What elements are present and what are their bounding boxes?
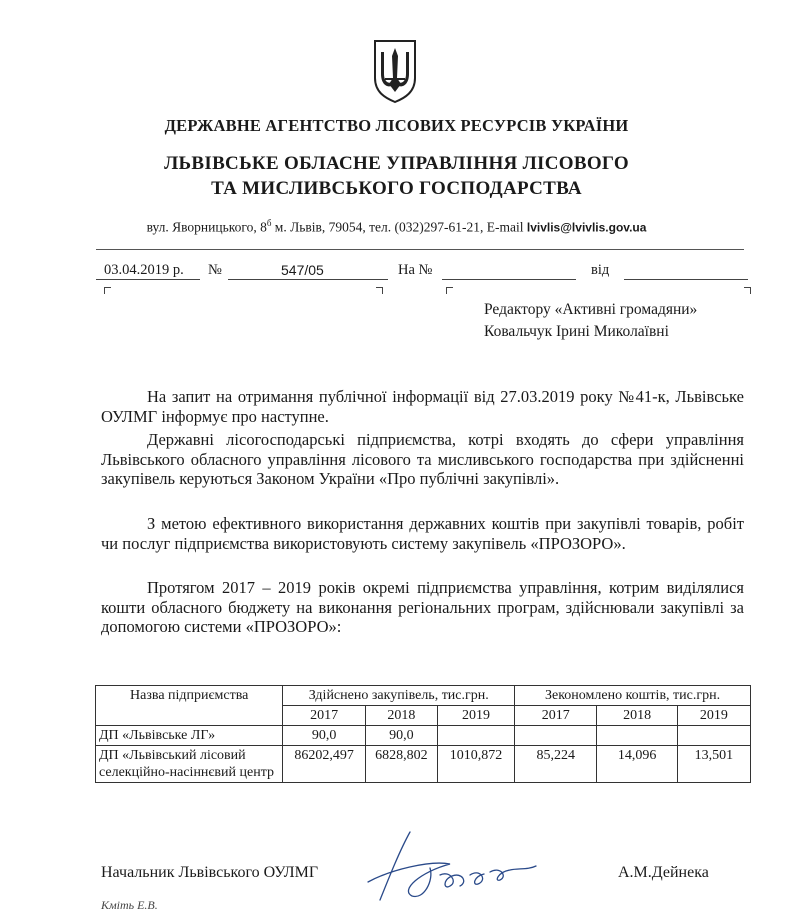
agency-title: ДЕРЖАВНЕ АГЕНТСТВО ЛІСОВИХ РЕСУРСІВ УКРАЇНИ bbox=[164, 116, 629, 135]
year-cell: 2018 bbox=[365, 706, 437, 726]
paragraph-2 bbox=[101, 430, 744, 489]
table-row bbox=[96, 746, 751, 783]
executor-note: Кміть Е.В. bbox=[101, 898, 158, 912]
corner-mark bbox=[376, 287, 383, 294]
from-line bbox=[624, 279, 748, 280]
year-cell: 2019 bbox=[677, 706, 750, 726]
paragraph-2-text: Державні лісогосподарські підприємства, котрі входять до сфери управління Львівського обласного управління лісового та мисливського господарства при здійсненні закупівель керуються Законом України «Про публічні закупівлі». bbox=[101, 430, 744, 489]
value-cell: 14,096 bbox=[597, 746, 677, 783]
year-cell: 2019 bbox=[437, 706, 514, 726]
enterprise-name: ДП «Львівський лісовий селекційно-насіннєвий центр bbox=[96, 746, 283, 783]
address-line bbox=[0, 218, 793, 236]
paragraph-4-text: Протягом 2017 – 2019 років окремі підприємства управління, котрим виділялися кошти обласного бюджету на виконання регіональних програм, здійснювали закупівлі за допомогою системи «ПРОЗОРО»: bbox=[101, 578, 744, 637]
paragraph-3-text: З метою ефективного використання державних коштів при закупівлі товарів, робіт чи послуг підприємства використовують систему закупівель «ПРОЗОРО». bbox=[101, 514, 744, 553]
value-cell bbox=[677, 726, 750, 746]
paragraph-3 bbox=[101, 514, 744, 553]
email-link[interactable]: lvivlis@lvivlis.gov.ua bbox=[526, 220, 647, 235]
value-cell: 90,0 bbox=[283, 726, 365, 746]
value-cell bbox=[515, 726, 597, 746]
in-reply-line bbox=[442, 279, 576, 280]
value-cell bbox=[437, 726, 514, 746]
value-cell: 6828,802 bbox=[365, 746, 437, 783]
addressee-block bbox=[484, 299, 697, 343]
value-cell bbox=[597, 726, 677, 746]
address-superscript: б bbox=[266, 218, 272, 228]
corner-mark bbox=[104, 287, 111, 294]
paragraph-1 bbox=[101, 387, 744, 426]
doc-number: 547/05 bbox=[281, 262, 324, 278]
paragraph-1-text: На запит на отримання публічної інформації від 27.03.2019 року №41-к, Львівське ОУЛМГ інформує про наступне. bbox=[101, 387, 744, 426]
signer-position: Начальник Львівського ОУЛМГ bbox=[101, 864, 319, 881]
doc-date: 03.04.2019 р. bbox=[104, 262, 184, 278]
department-title bbox=[0, 151, 793, 201]
year-cell: 2017 bbox=[283, 706, 365, 726]
from-label: від bbox=[591, 262, 610, 278]
corner-mark bbox=[446, 287, 453, 294]
value-cell: 90,0 bbox=[365, 726, 437, 746]
purchases-table bbox=[95, 685, 751, 783]
department-title-line1: ЛЬВІВСЬКЕ ОБЛАСНЕ УПРАВЛІННЯ ЛІСОВОГО bbox=[164, 153, 629, 174]
addressee-line1: Редактору «Активні громадяни» bbox=[484, 301, 698, 318]
year-cell: 2017 bbox=[515, 706, 597, 726]
header-divider bbox=[96, 249, 744, 250]
year-cell: 2018 bbox=[597, 706, 677, 726]
table-row bbox=[96, 726, 751, 746]
doc-number-label: № bbox=[208, 262, 222, 278]
col-header-name: Назва підприємства bbox=[96, 686, 283, 726]
doc-date-line bbox=[96, 279, 200, 280]
table-header-row bbox=[96, 686, 751, 706]
value-cell: 85,224 bbox=[515, 746, 597, 783]
doc-number-line bbox=[228, 279, 388, 280]
corner-mark bbox=[744, 287, 751, 294]
address-city-phone: м. Львів, 79054, тел. (032)297-61-21, E-mail bbox=[271, 219, 527, 235]
col-header-purchases: Здійснено закупівель, тис.грн. bbox=[283, 686, 515, 706]
trident-icon bbox=[371, 38, 419, 104]
paragraph-4 bbox=[101, 578, 744, 637]
col-header-savings: Зекономлено коштів, тис.грн. bbox=[515, 686, 751, 706]
enterprise-name: ДП «Львівське ЛГ» bbox=[96, 726, 283, 746]
value-cell: 1010,872 bbox=[437, 746, 514, 783]
handwritten-signature bbox=[360, 820, 560, 910]
in-reply-label: На № bbox=[398, 262, 433, 278]
value-cell: 13,501 bbox=[677, 746, 750, 783]
signer-name: А.М.Дейнека bbox=[618, 864, 709, 881]
address-street: вул. Яворницького, 8 bbox=[146, 219, 267, 235]
department-title-line2: ТА МИСЛИВСЬКОГО ГОСПОДАРСТВА bbox=[211, 178, 582, 199]
value-cell: 86202,497 bbox=[283, 746, 365, 783]
addressee-line2: Ковальчук Ірині Миколаївні bbox=[484, 323, 669, 340]
